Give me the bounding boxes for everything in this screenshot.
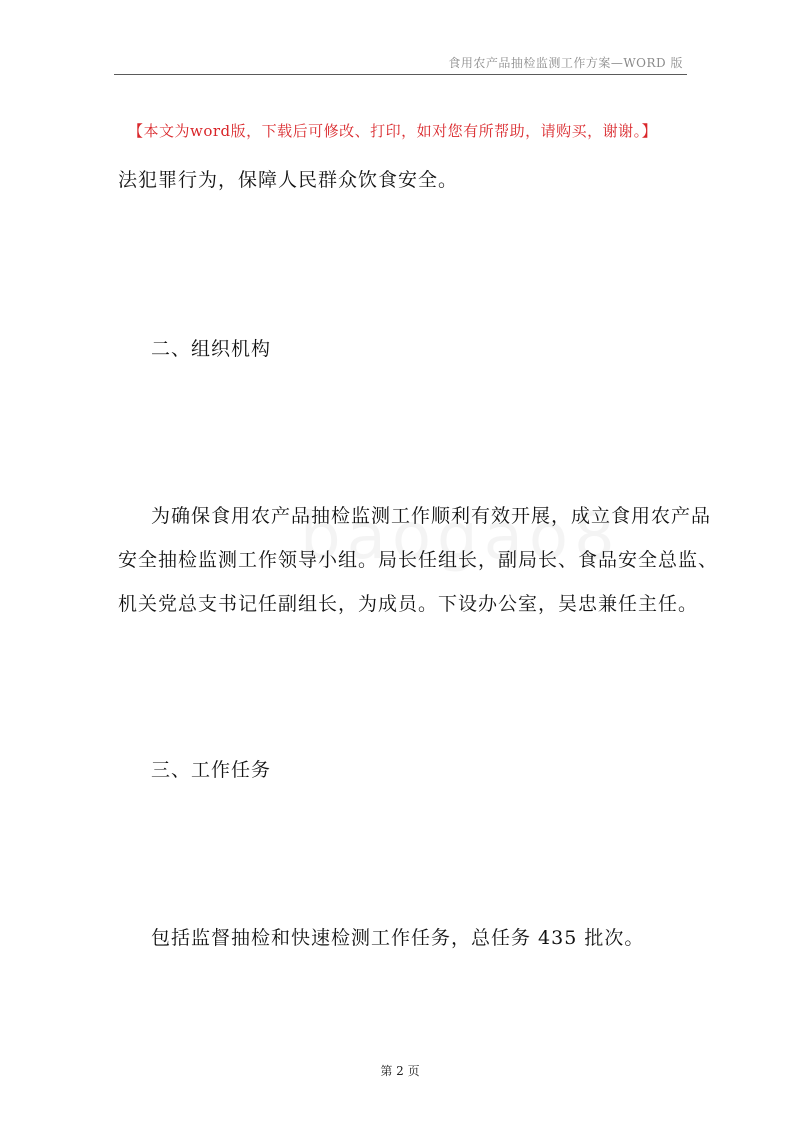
paragraph-organization [118, 494, 719, 626]
paragraph-tasks [118, 916, 688, 960]
section-heading-tasks [118, 748, 688, 792]
paragraph-line: 法犯罪行为，保障人民群众饮食安全。 [118, 169, 459, 191]
section-heading-text: 三、工作任务 [151, 759, 272, 781]
paragraph-line: 机关党总支书记任副组长，为成员。下设办公室，吴忠兼任主任。 [118, 593, 699, 615]
paragraph-line: 包括监督抽检和快速检测工作任务，总任务 435 批次。 [151, 927, 645, 949]
section-heading-organization [118, 327, 688, 371]
paragraph-line: 安全抽检监测工作领导小组。局长任组长，副局长、食品安全总监、 [118, 549, 719, 571]
page-number: 第 2 页 [380, 1064, 420, 1078]
section-heading-text: 二、组织机构 [151, 338, 272, 360]
paragraph-continuation [118, 158, 688, 202]
header-title: 食用农产品抽检监测工作方案—WORD 版 [448, 56, 683, 70]
purchase-notice: 【本文为word版，下载后可修改、打印，如对您有所帮助，请购买，谢谢。】 [128, 122, 658, 140]
header-divider [114, 74, 687, 75]
paragraph-line: 为确保食用农产品抽检监测工作顺利有效开展，成立食用农产品 [151, 505, 712, 527]
